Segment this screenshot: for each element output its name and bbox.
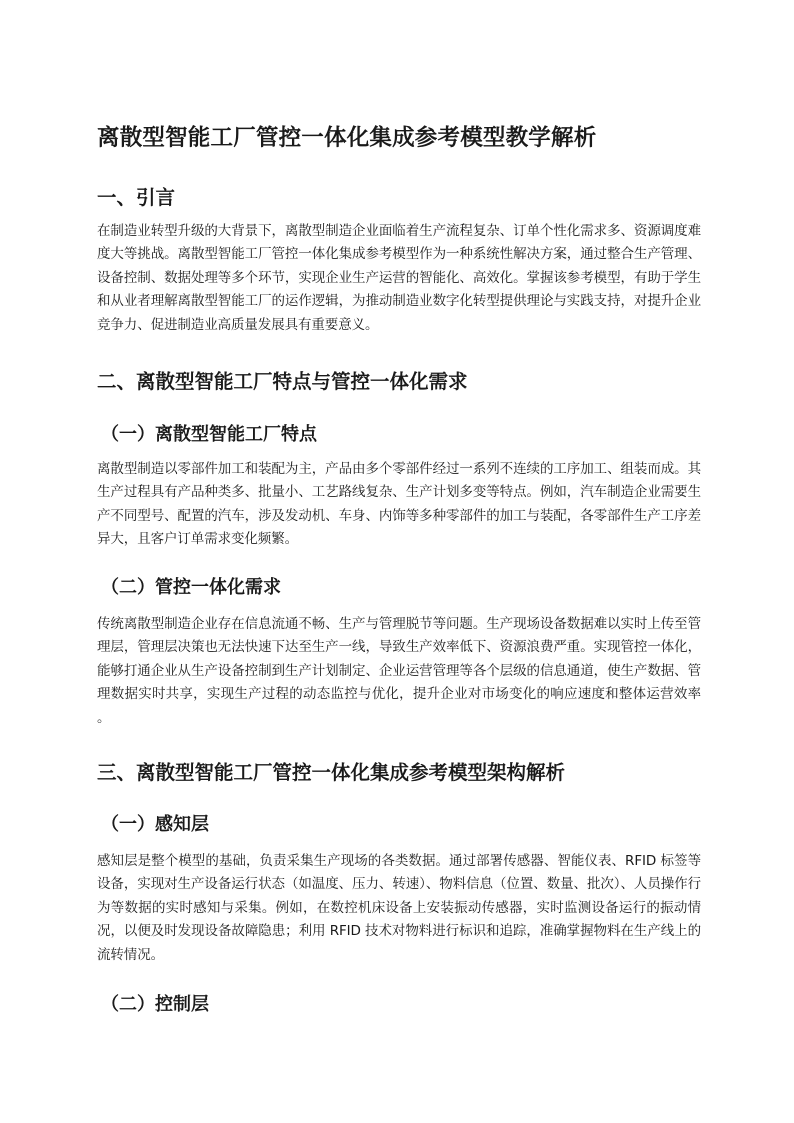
section-heading-model-architecture: 三、离散型智能工厂管控一体化集成参考模型架构解析	[97, 761, 566, 784]
section-heading-characteristics: 二、离散型智能工厂特点与管控一体化需求	[97, 370, 468, 393]
subsection-heading-integration-needs: （二）管控一体化需求	[101, 577, 281, 598]
document-title: 离散型智能工厂管控一体化集成参考模型教学解析	[97, 125, 597, 151]
subsection-heading-factory-features: （一）离散型智能工厂特点	[101, 424, 317, 445]
section-paragraph-introduction: 在制造业转型升级的大背景下，离散型制造企业面临着生产流程复杂、订单个性化需求多、资源调度难度大等挑战。离散型智能工厂管控一体化集成参考模型作为一种系统性解决方案，通过整合生产管理、设备控制、数据处理等多个环节，实现企业生产运营的智能化、高效化。掌握该参考模型，有助于学生和从业者理解离散型智能工厂的运作逻辑，为推动制造业数字化转型提供理论与实践支持，对提升企业竞争力、促进制造业高质量发展具有重要意义。	[97, 223, 701, 333]
subsection-heading-perception-layer: （一）感知层	[101, 814, 209, 835]
section-heading-introduction: 一、引言	[97, 186, 176, 209]
subsection-paragraph-integration-needs: 传统离散型制造企业存在信息流通不畅、生产与管理脱节等问题。生产现场设备数据难以实时上传至管理层，管理层决策也无法快速下达至生产一线，导致生产效率低下、资源浪费严重。实现管控一体化，能够打通企业从生产设备控制到生产计划制定、企业运营管理等各个层级的信息通道，使生产数据、管理数据实时共享，实现生产过程的动态监控与优化，提升企业对市场变化的响应速度和整体运营效率 。	[97, 616, 701, 726]
subsection-paragraph-perception-layer: 感知层是整个模型的基础，负责采集生产现场的各类数据。通过部署传感器、智能仪表、RFID 标签等设备，实现对生产设备运行状态（如温度、压力、转速）、物料信息（位置、数量、批次）、人员操作行为等数据的实时感知与采集。例如，在数控机床设备上安装振动传感器，实时监测设备运行的振动情况，以便及时发现设备故障隐患；利用 RFID 技术对物料进行标识和追踪，准确掌握物料在生产线上的流转情况。	[97, 853, 701, 963]
subsection-heading-control-layer: （二）控制层	[101, 994, 209, 1015]
subsection-paragraph-factory-features: 离散型制造以零部件加工和装配为主，产品由多个零部件经过一系列不连续的工序加工、组装而成。其生产过程具有产品种类多、批量小、工艺路线复杂、生产计划多变等特点。例如，汽车制造企业需要生产不同型号、配置的汽车，涉及发动机、车身、内饰等多种零部件的加工与装配，各零部件生产工序差异大，且客户订单需求变化频繁。	[97, 461, 701, 548]
